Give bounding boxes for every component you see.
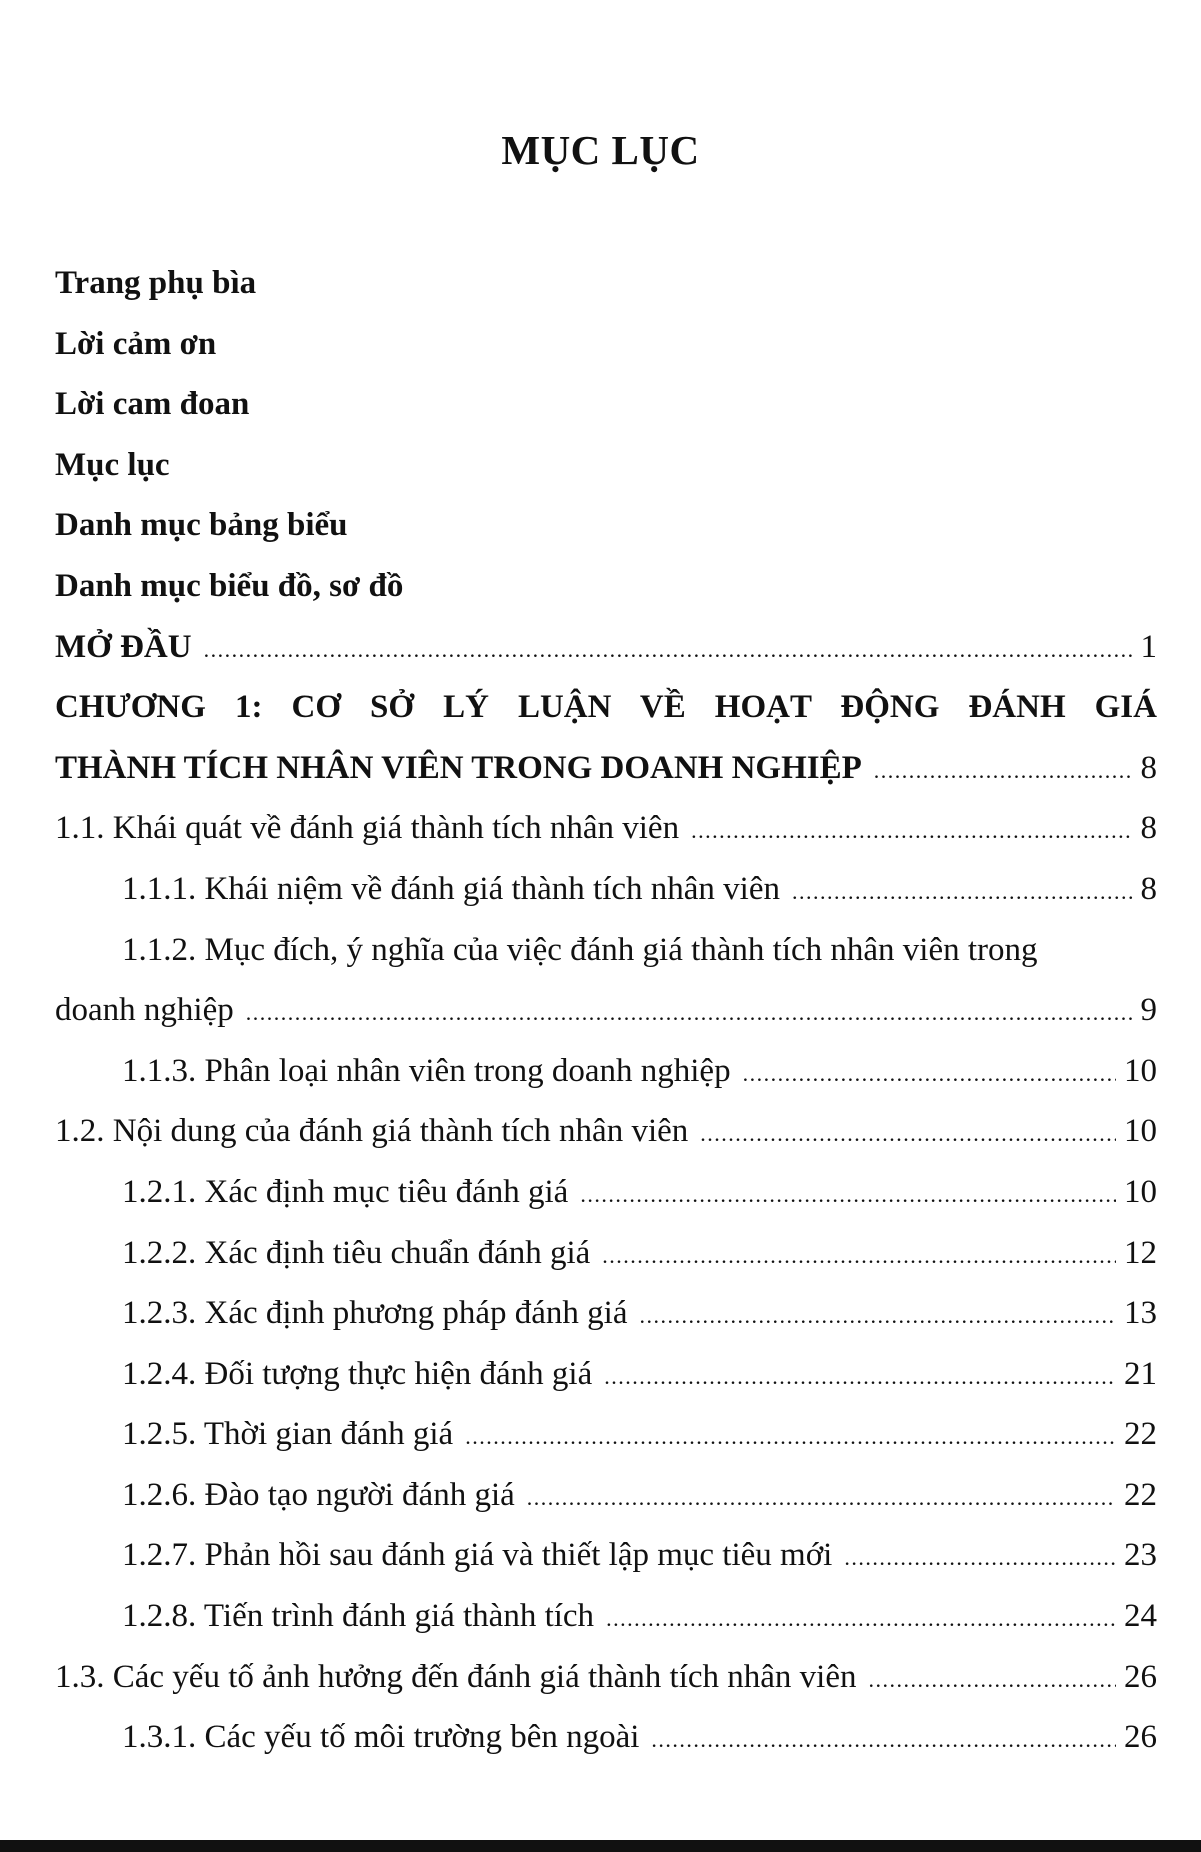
toc-subsection-item <box>55 1525 1157 1586</box>
toc-entry-label: 1.2.1. Xác định mục tiêu đánh giá <box>122 1173 569 1210</box>
toc-subsection-item <box>55 1344 1157 1405</box>
toc-front-matter-item <box>55 253 1157 314</box>
toc-section-1-1-3 <box>55 1041 1157 1102</box>
page-title: MỤC LỤC <box>501 127 700 173</box>
toc-subsection-item <box>55 1465 1157 1526</box>
toc-entry-label: doanh nghiệp <box>55 992 234 1029</box>
dot-leader <box>868 1650 1116 1711</box>
toc-entry-label: MỞ ĐẦU <box>55 628 192 665</box>
dot-leader <box>465 1407 1116 1468</box>
dot-leader <box>527 1468 1116 1529</box>
toc-front-matter-item <box>55 435 1157 496</box>
toc-entry-label: 1.1.1. Khái niệm về đánh giá thành tích nhân viên <box>122 870 781 907</box>
toc-page-number: 22 <box>1124 1476 1157 1513</box>
toc-entry-label: Trang phụ bìa <box>55 265 257 301</box>
dot-leader <box>743 1044 1116 1105</box>
toc-page-number: 8 <box>1140 749 1157 786</box>
toc-page-number: 21 <box>1124 1355 1157 1392</box>
toc-section-1-1-2-line-1 <box>55 920 1157 981</box>
toc-subsection-item <box>55 1283 1157 1344</box>
toc-subsection-item <box>55 1223 1157 1284</box>
dot-leader <box>606 1589 1116 1650</box>
toc-page-number: 26 <box>1124 1719 1157 1756</box>
toc-entry-label: Lời cảm ơn <box>55 325 217 362</box>
dot-leader <box>604 1347 1116 1408</box>
toc-chapter-1-line-2 <box>55 738 1157 799</box>
toc-page-number: 23 <box>1124 1537 1157 1574</box>
toc-entry-label: 1.2. Nội dung của đánh giá thành tích nhân viên <box>55 1113 689 1150</box>
toc-entry-label: 1.3.1. Các yếu tố môi trường bên ngoài <box>122 1719 640 1756</box>
toc-entry-label: 1.3. Các yếu tố ảnh hưởng đến đánh giá thành tích nhân viên <box>55 1658 857 1695</box>
toc-chapter-1-line-1: CHƯƠNG 1: CƠ SỞ LÝ LUẬN VỀ HOẠT ĐỘNG ĐÁNH GIÁ <box>55 689 1157 726</box>
dot-leader <box>602 1226 1116 1287</box>
toc-page-number: 8 <box>1140 870 1157 907</box>
toc-entry-label: 1.2.8. Tiến trình đánh giá thành tích <box>122 1598 595 1635</box>
toc-front-matter-item <box>55 374 1157 435</box>
toc-entry-label: Danh mục biểu đồ, sơ đồ <box>55 567 404 604</box>
toc-front-matter-item <box>55 495 1157 556</box>
toc-entry-label: 1.1.3. Phân loại nhân viên trong doanh nghiệp <box>122 1052 731 1089</box>
toc-intro <box>55 617 1157 678</box>
toc-page-number: 12 <box>1124 1234 1157 1271</box>
toc-page-number: 8 <box>1140 810 1157 847</box>
toc-section-1-1-1 <box>55 859 1157 920</box>
toc-page-number: 22 <box>1124 1416 1157 1453</box>
toc-entry-label: THÀNH TÍCH NHÂN VIÊN TRONG DOANH NGHIỆP <box>55 749 862 786</box>
dot-leader <box>700 1104 1116 1165</box>
toc-entry-label: 1.2.4. Đối tượng thực hiện đánh giá <box>122 1355 593 1392</box>
toc-subsection-item <box>55 1404 1157 1465</box>
toc-section-1-1 <box>55 798 1157 859</box>
dot-leader <box>874 741 1133 802</box>
toc-entry-label: Danh mục bảng biểu <box>55 507 348 544</box>
toc-entry-label: 1.2.6. Đào tạo người đánh giá <box>122 1476 515 1513</box>
table-of-contents <box>55 253 1157 1768</box>
page-edge-border <box>0 1840 1201 1852</box>
toc-section-1-3-1 <box>55 1707 1157 1768</box>
toc-section-1-3 <box>55 1647 1157 1708</box>
toc-section-1-1-2-line-2 <box>55 980 1157 1041</box>
toc-page-number: 9 <box>1140 992 1157 1029</box>
dot-leader <box>580 1165 1116 1226</box>
toc-page-number: 24 <box>1124 1598 1157 1635</box>
toc-page-number: 10 <box>1124 1052 1157 1089</box>
toc-page-number: 26 <box>1124 1658 1157 1695</box>
toc-entry-label: Lời cam đoan <box>55 386 250 423</box>
toc-front-matter-item <box>55 314 1157 375</box>
toc-subsection-item <box>55 1586 1157 1647</box>
toc-page-number: 1 <box>1140 628 1157 665</box>
toc-page-number: 13 <box>1124 1295 1157 1332</box>
dot-leader <box>246 983 1133 1044</box>
dot-leader <box>792 862 1132 923</box>
toc-entry-label: 1.1. Khái quát về đánh giá thành tích nhân viên <box>55 810 680 847</box>
dot-leader <box>640 1286 1117 1347</box>
toc-entry-label: Mục lục <box>55 446 170 483</box>
toc-entry-label: 1.2.7. Phản hồi sau đánh giá và thiết lập mục tiêu mới <box>122 1537 833 1574</box>
toc-section-1-2 <box>55 1101 1157 1162</box>
toc-page-number: 10 <box>1124 1113 1157 1150</box>
dot-leader <box>691 801 1132 862</box>
dot-leader <box>844 1528 1116 1589</box>
toc-entry-label: 1.1.2. Mục đích, ý nghĩa của việc đánh giá thành tích nhân viên trong <box>122 931 1038 968</box>
toc-entry-label: 1.2.2. Xác định tiêu chuẩn đánh giá <box>122 1234 591 1271</box>
toc-entry-label: 1.2.3. Xác định phương pháp đánh giá <box>122 1295 628 1332</box>
toc-page-number: 10 <box>1124 1173 1157 1210</box>
dot-leader <box>204 620 1133 681</box>
toc-front-matter-item <box>55 556 1157 617</box>
dot-leader <box>651 1710 1116 1771</box>
toc-subsection-item <box>55 1162 1157 1223</box>
toc-entry-label: 1.2.5. Thời gian đánh giá <box>122 1416 454 1453</box>
